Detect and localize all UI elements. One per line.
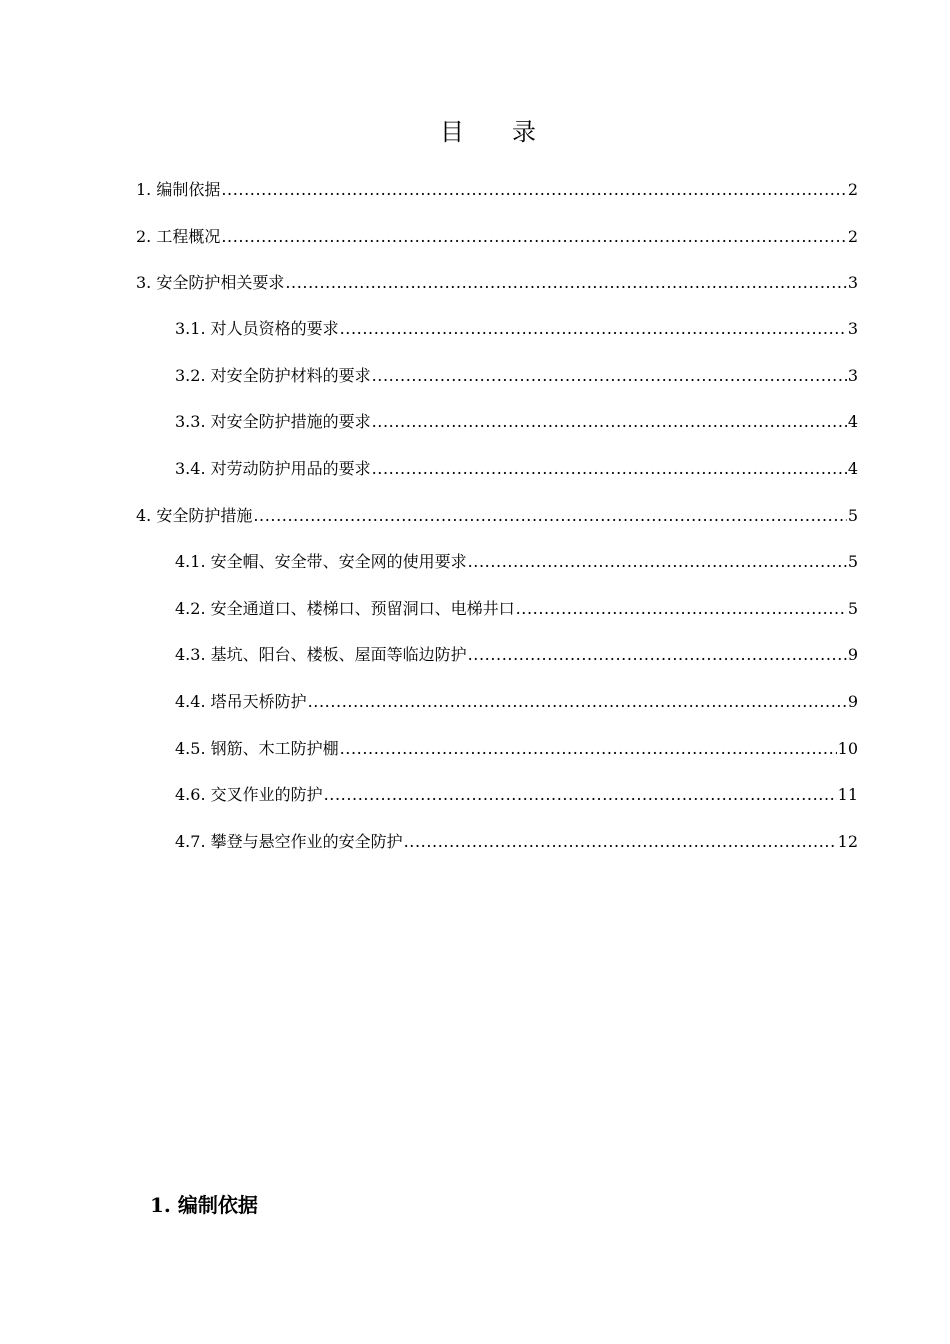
toc-leader [340,319,847,339]
toc-entry-page: 5 [847,506,858,525]
toc-leader [340,739,837,759]
toc-entry[interactable] [136,215,858,247]
toc-entry-page: 4 [847,412,858,431]
toc-entry-page: 2 [847,227,858,246]
toc-entry-label: 4.2. 安全通道口、楼梯口、预留洞口、电梯井口 [175,599,515,618]
toc-leader [468,645,847,665]
toc-entry-page: 4 [847,459,858,478]
toc-entry[interactable] [136,261,858,293]
toc-entry-label: 4.7. 攀登与悬空作业的安全防护 [175,832,403,851]
toc-entry-page: 10 [837,739,858,758]
toc-leader [253,506,846,526]
toc-entry-page: 2 [847,180,858,199]
toc-entry-label: 3.1. 对人员资格的要求 [175,319,339,338]
toc-leader [221,227,846,247]
toc-title-right: 录 [512,118,536,146]
toc-entry[interactable] [136,494,858,526]
toc-entry-page: 3 [847,366,858,385]
toc-entry[interactable] [175,820,858,852]
toc-entry-label: 3.3. 对安全防护措施的要求 [175,412,371,431]
toc-entry-label: 4.5. 钢筋、木工防护棚 [175,739,339,758]
toc-entry-page: 3 [847,273,858,292]
toc-entry-page: 12 [837,832,858,851]
toc-entry-label: 3.2. 对安全防护材料的要求 [175,366,371,385]
toc-entry-label: 4.3. 基坑、阳台、楼板、屋面等临边防护 [175,645,467,664]
toc-entry[interactable] [175,680,858,712]
toc-entry[interactable] [175,633,858,665]
toc-entry-page: 3 [847,319,858,338]
toc-entry-label: 4. 安全防护措施 [136,506,253,525]
toc-entry-page: 9 [847,692,858,711]
toc-entry-label: 3. 安全防护相关要求 [136,273,285,292]
toc-entry[interactable] [175,587,858,619]
toc-entry[interactable] [175,400,858,432]
toc-entry-page: 5 [847,552,858,571]
toc-leader [372,366,847,386]
toc-entry[interactable] [136,168,858,200]
toc-entry[interactable] [175,773,858,805]
toc-entry-label: 4.4. 塔吊天桥防护 [175,692,307,711]
section-heading: 1. 编制依据 [150,1193,258,1217]
toc-leader [285,273,846,293]
toc-leader [404,832,837,852]
toc-leader [221,180,846,200]
toc-entry-label: 4.6. 交叉作业的防护 [175,785,323,804]
toc-entry-page: 9 [847,645,858,664]
toc-entry-label: 1. 编制依据 [136,180,221,199]
toc-entry-label: 2. 工程概况 [136,227,221,246]
toc-leader [324,785,837,805]
toc-entry[interactable] [175,447,858,479]
toc-entry[interactable] [175,727,858,759]
toc-leader [468,552,847,572]
toc-title-left: 目 [440,118,464,146]
toc-leader [308,692,847,712]
toc-entry[interactable] [175,540,858,572]
toc-leader [372,412,847,432]
toc-entry-page: 5 [847,599,858,618]
toc-leader [516,599,847,619]
toc-entry-label: 4.1. 安全帽、安全带、安全网的使用要求 [175,552,467,571]
toc-entry[interactable] [175,307,858,339]
toc-leader [372,459,847,479]
toc-entry[interactable] [175,354,858,386]
toc-entry-page: 11 [837,785,858,804]
toc-title [0,112,950,147]
toc-entry-label: 3.4. 对劳动防护用品的要求 [175,459,371,478]
